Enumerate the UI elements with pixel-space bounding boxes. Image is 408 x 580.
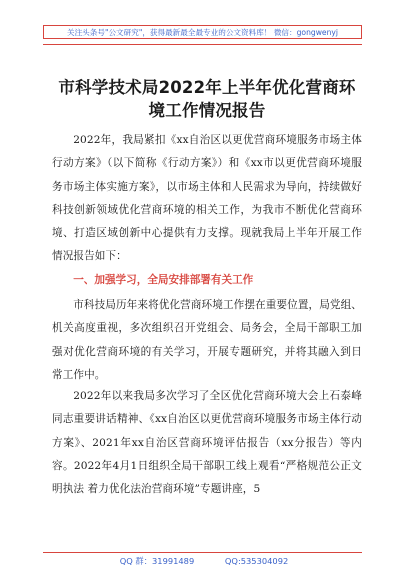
header-banner <box>43 25 362 39</box>
footer-divider <box>43 552 362 553</box>
body-paragraph-2: 2022年以来我局多次学习了全区优化营商环境大会上石泰峰同志重要讲话精神、《xx自治区以更优营商环境服务市场主体行动方案》、2021年xx自治区营商环境评估报告（xx分报告）等内容。2022年4月1日组织全局干部职工线上观看“严格规范公正文明执法 着力优化法治营商环境”专题讲座，5 <box>52 390 362 496</box>
header-banner-text: 关注头条号"公文研究"，获得最新最全最专业的公文资料库！ 微信：gongwenyj <box>66 28 338 37</box>
header-divider <box>43 44 362 45</box>
document-title: 市科学技术局2022年上半年优化营商环境工作情况报告 <box>58 78 356 120</box>
intro-paragraph: 2022年，我局紧扣《xx自治区以更优营商环境服务市场主体行动方案》（以下简称《行动方案》）和《xx市以更优营商环境服务市场主体实施方案》，以市场主体和人民需求为导向，持续做好科技创新领域优化营商环境的相关工作，为我市不断优化营商环境、打造区域创新中心提供有力支撑。现就我局上半年开展工作情况报告如下： <box>52 134 362 263</box>
body-paragraph-1: 市科技局历年来将优化营商环境工作摆在重要位置，局党组、机关高度重视，多次组织召开党组会、局务会，全局干部职工加强对优化营商环境的有关学习，开展专题研究，并将其融入到日常工作中。 <box>52 299 362 381</box>
footer-qq-group: QQ 群：31991489 <box>119 556 195 566</box>
footer-qq-number: QQ:535304092 <box>224 556 289 566</box>
section-heading: 一、加强学习，全局安排部署有关工作 <box>73 274 254 286</box>
footer <box>0 555 408 567</box>
